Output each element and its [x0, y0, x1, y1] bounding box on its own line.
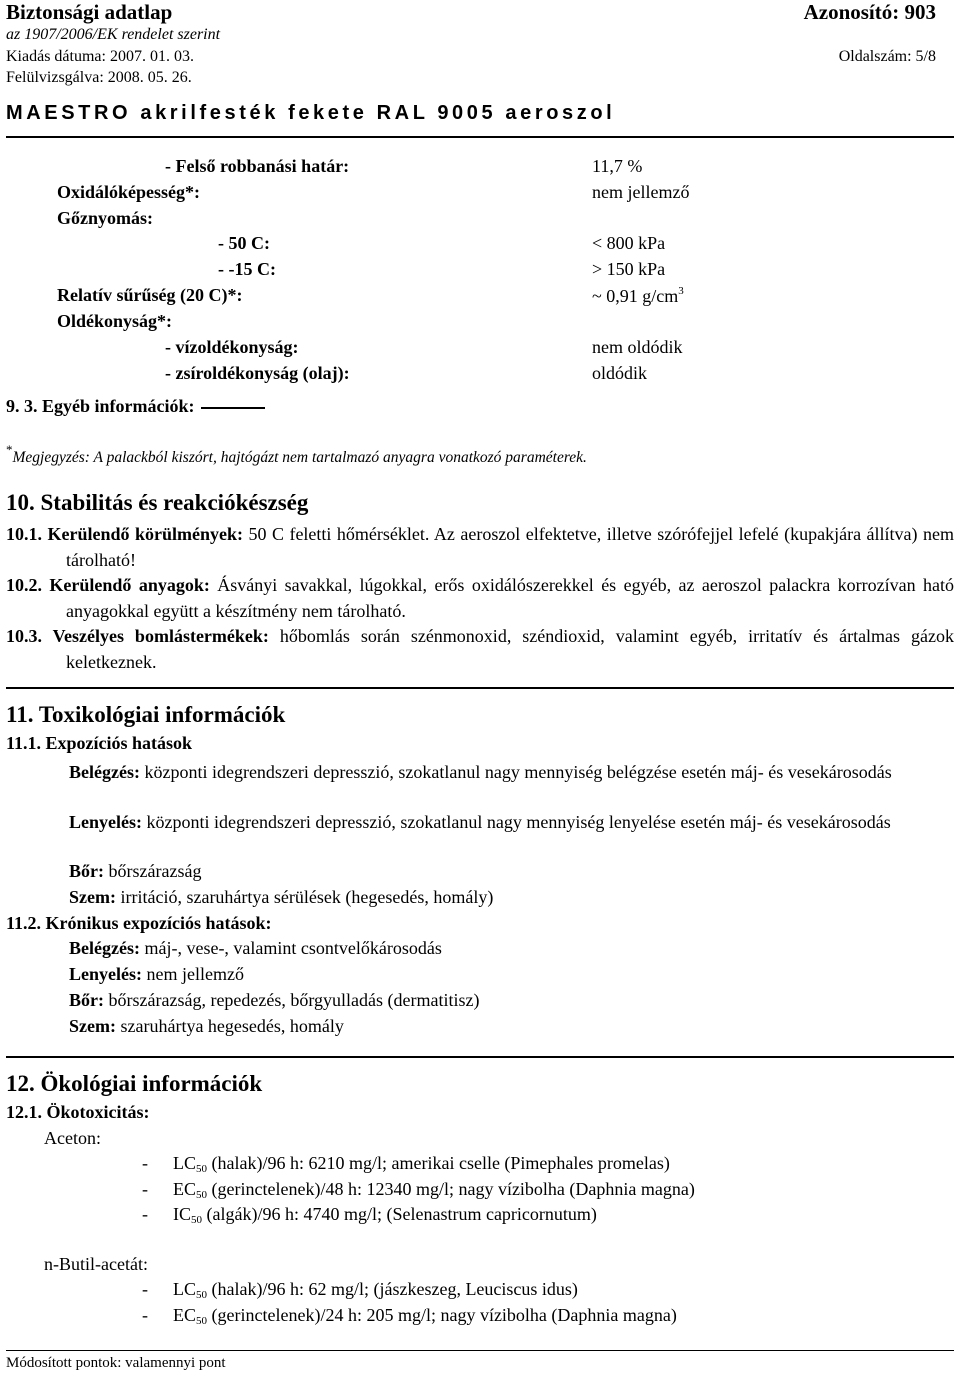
chr-inhalation: Belégzés: máj-, vese-, valamint csontvelőkárosodás: [69, 938, 442, 958]
section-10-1: 10.1. Kerülendő körülmények: 50 C feletti hőmérséklet. Az aeroszol elfektetve, illetve szórófejjel lefelé (kupakjára állítva) nem tárolható!: [6, 524, 954, 570]
fat-solubility-value: oldódik: [592, 363, 648, 383]
toxicity-metric: IC: [173, 1204, 191, 1224]
water-solubility-value: nem oldódik: [592, 337, 683, 357]
toxicity-metric-subscript: 50: [196, 1188, 208, 1201]
footer-divider: [6, 1350, 954, 1351]
toxicity-value: (algák)/96 h: 4740 mg/l; (Selenastrum capricornutum): [202, 1204, 597, 1224]
list-dash: -: [142, 1153, 148, 1173]
section-11-2-heading: 11.2. Krónikus expozíciós hatások:: [6, 913, 272, 933]
toxicity-value: (halak)/96 h: 62 mg/l; (jászkeszeg, Leuciscus idus): [207, 1279, 578, 1299]
density-value: ~ 0,91 $g/cm^3$: [592, 285, 684, 306]
chr-ingestion: Lenyelés: nem jellemző: [69, 964, 244, 984]
exp-skin: Bőr: bőrszárazság: [69, 861, 202, 881]
oxidizing-value: nem jellemző: [592, 182, 690, 202]
toxicity-value: (gerinctelenek)/24 h: 205 mg/l; nagy vízibolha (Daphnia magna): [207, 1304, 677, 1325]
regulation-reference: az 1907/2006/EK rendelet szerint: [6, 26, 221, 43]
list-dash: -: [142, 1204, 148, 1224]
toxicity-metric: LC: [173, 1279, 197, 1299]
vapor-minus15-value: > 150 kPa: [592, 259, 666, 279]
section-12-1-heading: 12.1. Ökotoxicitás:: [6, 1102, 150, 1122]
vapor-minus15-label: - -15 C:: [218, 259, 276, 279]
modified-points: Módosított pontok: valamennyi pont: [6, 1355, 226, 1371]
toxicity-metric-subscript: 50: [196, 1314, 208, 1327]
exp-inhalation: Belégzés: központi idegrendszeri depresszió, szokatlanul nagy mennyiség belégzése esetén máj- és vesekárosodás: [69, 762, 892, 782]
toxicity-metric: LC: [173, 1153, 197, 1173]
upper-explosion-label: - Felső robbanási határ:: [165, 156, 350, 176]
section-10-3: 10.3. Veszélyes bomlástermékek: hőbomlás során szénmonoxid, széndioxid, valamint egyéb, irritatív és ártalmas gázok keletkeznek.: [6, 626, 955, 672]
toxicity-metric-subscript: 50: [196, 1163, 208, 1175]
review-date: Felülvizsgálva: 2008. 05. 26.: [6, 69, 192, 86]
toxicity-metric-subscript: 50: [196, 1289, 208, 1301]
section-11-heading: 11. Toxikológiai információk: [6, 702, 286, 727]
toxicity-value: (halak)/96 h: 6210 mg/l; amerikai cselle (Pimephales promelas): [207, 1153, 670, 1173]
header-divider: [6, 136, 954, 138]
other-info-heading: 9. 3. Egyéb információk:: [6, 396, 265, 417]
toxicity-metric: EC: [173, 1304, 197, 1325]
ecotox-item: [142, 1305, 677, 1327]
document-identifier: Azonosító: 903: [803, 0, 936, 24]
footnote: *Megjegyzés: A palackból kiszórt, hajtógázt nem tartalmazó anyagra vonatkozó paraméterek.: [6, 442, 587, 466]
section-11-1-heading: 11.1. Expozíciós hatások: [6, 733, 193, 753]
toxicity-metric-subscript: 50: [191, 1214, 202, 1226]
ecotox-item: [142, 1279, 578, 1301]
page-number: Oldalszám: 5/8: [838, 48, 936, 65]
section-divider-10-11: [6, 687, 954, 689]
exp-ingestion: Lenyelés: központi idegrendszeri depresszió, szokatlanul nagy mennyiség lenyelése esetén máj- és vesekárosodás: [69, 812, 891, 832]
fat-solubility-label: - zsíroldékonyság (olaj):: [165, 363, 350, 383]
toxicity-metric: EC: [173, 1178, 197, 1199]
vapor-pressure-label: Gőznyomás:: [57, 208, 153, 228]
em-dash: [201, 407, 265, 409]
water-solubility-label: - vízoldékonyság:: [165, 337, 299, 357]
section-10-2: 10.2. Kerülendő anyagok: Ásványi savakkal, lúgokkal, erős oxidálószerekkel és egyéb, az aeroszol palackra korrozívan ható anyagokkal együtt a készítmény nem tárolható.: [6, 575, 954, 621]
ecotox-item: [142, 1204, 597, 1226]
list-dash: -: [142, 1178, 148, 1199]
section-10-heading: 10. Stabilitás és reakciókészség: [6, 490, 309, 515]
butyl-acetate-label: n-Butil-acetát:: [44, 1254, 148, 1274]
document-title: Biztonsági adatlap: [6, 0, 173, 24]
chr-eye: Szem: szaruhártya hegesedés, homály: [69, 1016, 344, 1036]
vapor-50-label: - 50 C:: [218, 233, 270, 253]
chr-skin: Bőr: bőrszárazság, repedezés, bőrgyulladás (dermatitisz): [69, 990, 480, 1010]
density-label: Relatív sűrűség (20 C)*:: [57, 285, 243, 305]
section-divider-11-12: [6, 1056, 954, 1058]
ecotox-item: [142, 1179, 695, 1201]
issue-date: Kiadás dátuma: 2007. 01. 03.: [6, 48, 194, 65]
solubility-label: Oldékonyság*:: [57, 311, 173, 331]
upper-explosion-value: 11,7 %: [592, 156, 643, 176]
section-12-heading: 12. Ökológiai információk: [6, 1071, 263, 1096]
acetone-label: Aceton:: [44, 1128, 101, 1148]
list-dash: -: [142, 1279, 148, 1299]
vapor-50-value: < 800 kPa: [592, 233, 666, 253]
list-dash: -: [142, 1304, 148, 1325]
toxicity-value: (gerinctelenek)/48 h: 12340 mg/l; nagy vízibolha (Daphnia magna): [207, 1178, 695, 1199]
oxidizing-label: Oxidálóképesség*:: [57, 182, 201, 202]
exp-eye: Szem: irritáció, szaruhártya sérülések (hegesedés, homály): [69, 887, 494, 907]
product-name: MAESTRO akrilfesték fekete RAL 9005 aeroszol: [6, 102, 616, 124]
ecotox-item: [142, 1153, 670, 1175]
